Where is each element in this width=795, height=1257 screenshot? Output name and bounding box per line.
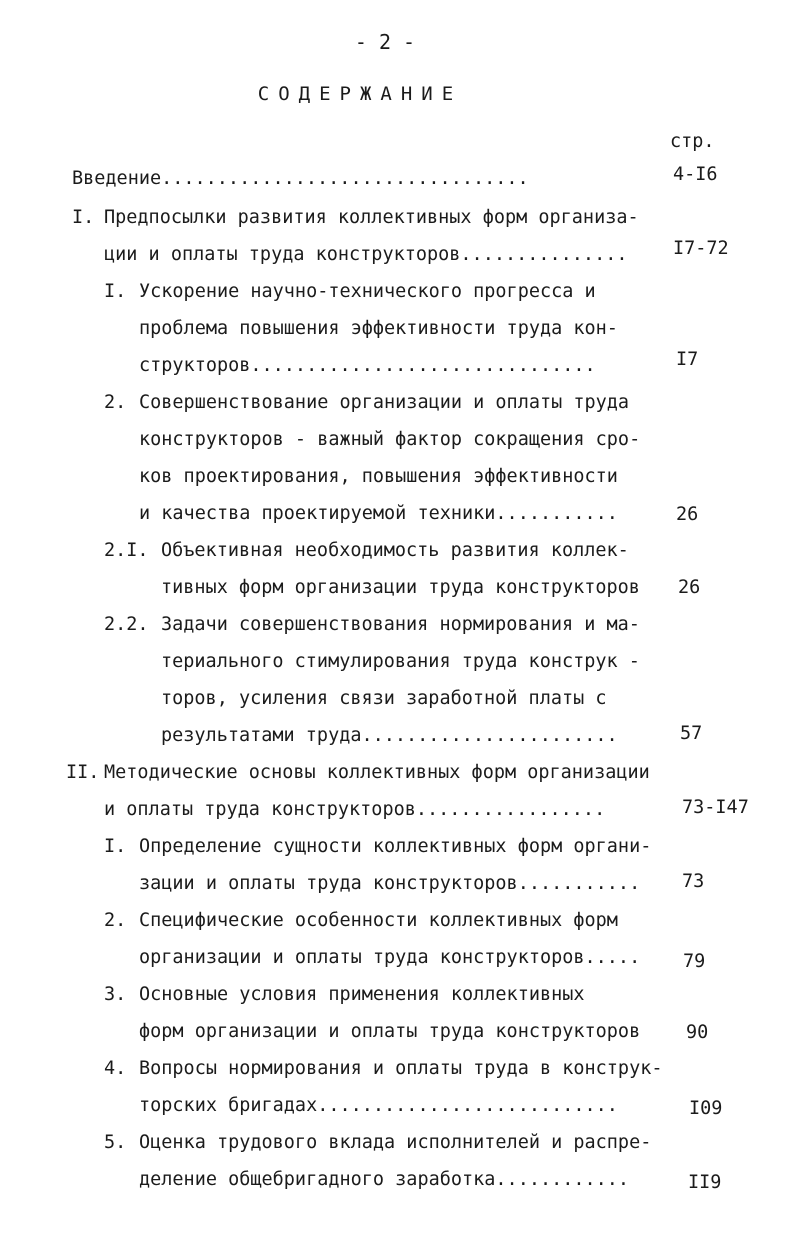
toc-entry-text: и оплаты труда конструкторов................. [104, 799, 606, 820]
toc-entry-text: Определение сущности коллективных форм органи- [139, 836, 652, 857]
toc-entry-page: 73-I47 [682, 797, 749, 818]
toc-entry-text: конструкторов - важный фактор сокращения сро- [139, 429, 641, 450]
toc-heading: СОДЕРЖАНИЕ [257, 83, 463, 105]
section-number: 5. [104, 1132, 127, 1153]
section-number: 2.2. [104, 614, 149, 635]
toc-entry-page: 79 [683, 951, 706, 972]
toc-entry-text: Объективная необходимость развития коллек- [161, 540, 629, 561]
toc-entry-text: Вопросы нормирования и оплаты труда в конструк- [139, 1058, 663, 1079]
toc-entry-text: Специфические особенности коллективных форм [139, 910, 618, 931]
toc-entry-page: 73 [682, 871, 705, 892]
toc-entry-text: результатами труда....................... [161, 725, 618, 746]
section-number: 2. [104, 910, 127, 931]
toc-entry-text: зации и оплаты труда конструкторов........... [139, 873, 641, 894]
toc-entry-text: и качества проектируемой техники........... [139, 503, 618, 524]
toc-entry-text: торских бригадах........................... [139, 1095, 618, 1116]
chapter-number: II. [66, 762, 100, 783]
toc-entry-text: Совершенствование организации и оплаты труда [139, 392, 630, 413]
page-column-label: стр. [670, 131, 715, 152]
toc-entry-text: Введение................................. [72, 168, 529, 189]
toc-entry-page: I7-72 [673, 238, 729, 259]
toc-entry-page: 26 [678, 577, 701, 598]
toc-entry-text: Ускорение научно-технического прогресса и [139, 281, 596, 302]
toc-entry-text: структоров............................... [139, 355, 596, 376]
toc-entry-text: Методические основы коллективных форм организации [104, 762, 650, 783]
toc-entry-text: Основные условия применения коллективных [139, 984, 585, 1005]
section-number: 2. [104, 392, 127, 413]
toc-entry-text: деление общебригадного заработка............ [139, 1169, 630, 1190]
section-number: 2.I. [104, 540, 149, 561]
section-number: I. [104, 836, 127, 857]
chapter-number: I. [72, 207, 95, 228]
toc-entry-text: ков проектирования, повышения эффективности [139, 466, 618, 487]
toc-entry-page: 90 [686, 1022, 709, 1043]
toc-entry-text: Задачи совершенствования нормирования и ма- [161, 614, 640, 635]
section-number: 4. [104, 1058, 127, 1079]
toc-entry-text: форм организации и оплаты труда конструкторов [139, 1021, 641, 1042]
toc-entry-page: 4-I6 [673, 164, 718, 185]
toc-entry-text: тивных форм организации труда конструкторов [161, 577, 640, 598]
toc-entry-page: I7 [676, 349, 699, 370]
toc-entry-text: ции и оплаты труда конструкторов............... [104, 244, 628, 265]
toc-entry-page: 26 [676, 504, 699, 525]
toc-entry-page: 57 [680, 723, 703, 744]
section-number: I. [104, 281, 127, 302]
toc-entry-text: Оценка трудового вклада исполнителей и распре- [139, 1132, 652, 1153]
toc-entry-text: проблема повышения эффективности труда кон- [139, 318, 618, 339]
page-number: - 2 - [354, 30, 416, 54]
toc-entry-text: Предпосылки развития коллективных форм организа- [104, 207, 639, 228]
toc-entry-text: териального стимулирования труда конструк - [161, 651, 640, 672]
toc-entry-text: торов, усиления связи заработной платы с [161, 688, 607, 709]
toc-entry-page: I09 [689, 1098, 723, 1119]
section-number: 3. [104, 984, 127, 1005]
toc-entry-page: II9 [688, 1172, 722, 1193]
toc-entry-text: организации и оплаты труда конструкторов..... [139, 947, 641, 968]
